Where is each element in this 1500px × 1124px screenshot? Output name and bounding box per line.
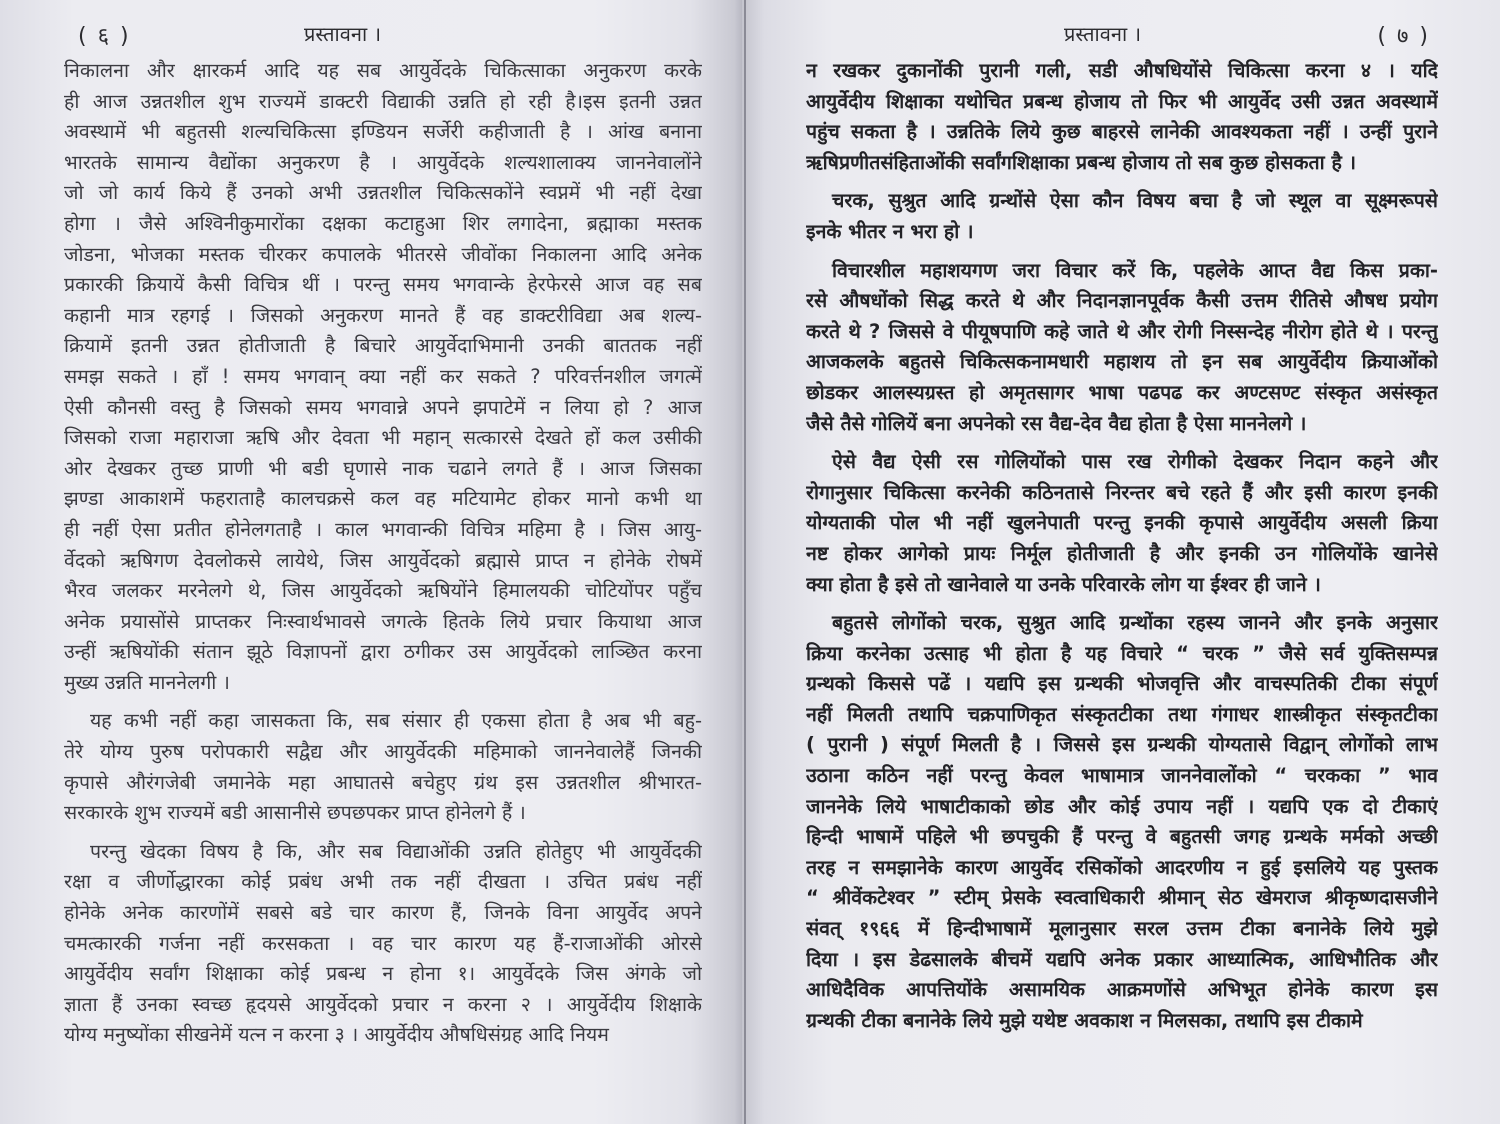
text-line: ही नहीं ऐसा प्रतीत होनेलगताहै । काल भगवान्की विचित्र महिमा है । जिस आयु- bbox=[64, 517, 702, 541]
paragraph-gap bbox=[64, 829, 702, 837]
paragraph bbox=[806, 56, 1438, 178]
text-line: तेरे योग्य पुरुष परोपकारी सद्वैद्य और आयुर्वेदकी महिमाको जाननेवालेहैं जिनकी bbox=[64, 740, 702, 764]
text-line: समझ सकते । हाँ ! समय भगवान् क्या नहीं कर सकते ? परिवर्त्तनशील जगत्में bbox=[64, 364, 702, 388]
text-line: जोडना, भोजका मस्तक चीरकर कपालके भीतरसे जीवोंका निकालना आदि अनेक bbox=[64, 242, 702, 266]
left-page bbox=[0, 0, 742, 1124]
text-line: जिसको राजा महाराजा ऋषि और देवता भी महान् सत्कारसे देखते हों कल उसीकी bbox=[64, 426, 702, 450]
text-line: इनके भीतर न भरा हो । bbox=[806, 219, 974, 243]
text-line: चमत्कारकी गर्जना नहीं करसकता । वह चार कारण यह हैं-राजाओंकी ओरसे bbox=[64, 931, 702, 955]
text-line: परन्तु खेदका विषय है कि, और सब विद्याओंकी उन्नति होतेहुए भी आयुर्वेदकी bbox=[90, 839, 702, 863]
text-line: उठाना कठिन नहीं परन्तु केवल भाषामात्र जाननेवालोंको “ चरकका ” भाव bbox=[806, 764, 1438, 788]
text-line: आयुर्वेदीय सर्वांग शिक्षाका कोई प्रबन्ध न होना १। आयुर्वेदके जिस अंगके जो bbox=[64, 962, 702, 986]
paragraph-gap bbox=[806, 439, 1438, 447]
right-body bbox=[806, 56, 1438, 1036]
text-line: भैरव जलकर मरनेलगे थे, जिस आयुर्वेदको ऋषियोंने हिमालयकी चोटियोंपर पहुँच bbox=[64, 579, 702, 603]
text-line: बहुतसे लोगोंको चरक, सुश्रुत आदि ग्रन्थोंका रहस्य जानने और इनके अनुसार bbox=[832, 611, 1438, 635]
text-line: संवत् १९६६ में हिन्दीभाषामें मूलानुसार सरल उत्तम टीका बनानेके लिये मुझे bbox=[806, 917, 1438, 941]
book-gutter bbox=[744, 0, 746, 1124]
text-line: प्रकारकी क्रियायें कैसी विचित्र थीं । परन्तु समय भगवान्के हेरफेरसे आज वह सब bbox=[64, 273, 702, 297]
text-line: जैसे तैसे गोलियें बना अपनेको रस वैद्य-देव वैद्य होता है ऐसा माननेलगे । bbox=[806, 411, 1307, 435]
text-line: आजकलके बहुतसे चिकित्सकनामधारी महाशय तो इन सब आयुर्वेदीय क्रियाओंको bbox=[806, 350, 1438, 374]
paragraph bbox=[64, 56, 702, 698]
paragraph bbox=[64, 837, 702, 1051]
text-line: ग्रन्थको किससे पढें । यद्यपि इस ग्रन्थकी भोजवृत्ति और वाचस्पतिकी टीका संपूर्ण bbox=[806, 672, 1438, 696]
text-line: यह कभी नहीं कहा जासकता कि, सब संसार ही एकसा होता है अब भी बहु- bbox=[90, 709, 702, 733]
right-page-number: ( ७ ) bbox=[1377, 24, 1430, 49]
left-running-head bbox=[64, 20, 702, 56]
text-line: क्रिया करनेका उत्साह भी होता है यह विचारे “ चरक ” जैसे सर्व युक्तिसम्पन्न bbox=[806, 641, 1438, 665]
paragraph-gap bbox=[806, 178, 1438, 186]
text-line: ऐसी कौनसी वस्तु है जिसको समय भगवान्ने अपने झपाटेमें न लिया हो ? आज bbox=[64, 395, 702, 419]
text-line: योग्य मनुष्योंका सीखनेमें यत्न न करना ३ । आयुर्वेदीय औषधिसंग्रह आदि नियम bbox=[64, 1023, 609, 1047]
text-line: ज्ञाता हैं उनका स्वच्छ हृदयसे आयुर्वेदको प्रचार न करना २ । आयुर्वेदीय शिक्षाके bbox=[64, 992, 702, 1016]
text-line: ओर देखकर तुच्छ प्राणी भी बडी घृणासे नाक चढाने लगते हैं । आज जिसका bbox=[64, 456, 702, 480]
paragraph-gap bbox=[64, 698, 702, 706]
text-line: ग्रन्थकी टीका बनानेके लिये मुझे यथेष्ट अवकाश न मिलसका, तथापि इस टीकामे bbox=[806, 1008, 1363, 1032]
left-body bbox=[64, 56, 702, 1051]
text-line: ऋषिप्रणीतसंहिताओंकी सर्वांगशिक्षाका प्रबन्ध होजाय तो सब कुछ होसकता है । bbox=[806, 150, 1357, 174]
paragraph bbox=[806, 186, 1438, 247]
text-line: हिन्दी भाषामें पहिले भी छपचुकी हैं परन्तु वे बहुतसी जगह ग्रन्थके मर्मको अच्छी bbox=[806, 825, 1438, 849]
text-line: रोगानुसार चिकित्सा करनेकी कठिनतासे निरन्तर बचे रहते हैं और इसी कारण इनकी bbox=[806, 480, 1438, 504]
text-line: तरह न समझानेके कारण आयुर्वेद रसिकोंको आदरणीय न हुई इसलिये यह पुस्तक bbox=[806, 855, 1438, 879]
text-line: “ श्रीवेंकटेश्वर ” स्टीम् प्रेसके स्वत्वाधिकारी श्रीमान् सेठ खेमराज श्रीकृष्णदासजीने bbox=[806, 886, 1438, 910]
text-line: कृपासे औरंगजेबी जमानेके महा आघातसे बचेहुए ग्रंथ इस उन्नतशील श्रीभारत- bbox=[64, 770, 702, 794]
left-running-title: प्रस्तावना । bbox=[304, 22, 382, 46]
text-line: क्या होता है इसे तो खानेवाले या उनके परिवारके लोग या ईश्वर ही जाने । bbox=[806, 572, 1321, 596]
right-running-title: प्रस्तावना । bbox=[1064, 22, 1142, 46]
text-line: ही आज उन्नतशील शुभ राज्यमें डाक्टरी विद्याकी उन्नति हो रही है।इस इतनी उन्नत bbox=[64, 89, 702, 113]
paragraph bbox=[806, 608, 1438, 1036]
text-line: योग्यताकी पोल भी नहीं खुलनेपाती परन्तु इनकी कृपासे आयुर्वेदीय असली क्रिया bbox=[806, 511, 1438, 535]
text-line: नहीं मिलती तथापि चक्रपाणिकृत संस्कृतटीका तथा गंगाधर शास्त्रीकृत संस्कृतटीका bbox=[806, 702, 1438, 726]
text-line: विचारशील महाशयगण जरा विचार करें कि, पहलेके आप्त वैद्य किस प्रका- bbox=[832, 258, 1438, 282]
text-line: न रखकर दुकानोंकी पुरानी गली, सडी औषधियोंसे चिकित्सा करना ४ । यदि bbox=[806, 59, 1438, 82]
right-running-head bbox=[806, 20, 1438, 56]
left-page-number: ( ६ ) bbox=[78, 24, 131, 49]
text-line: ऐसे वैद्य ऐसी रस गोलियोंको पास रख रोगीको देखकर निदान कहने और bbox=[832, 450, 1438, 474]
paragraph bbox=[64, 706, 702, 828]
text-line: होनेके अनेक कारणोंमें सबसे बडे चार कारण हैं, जिनके विना आयुर्वेद अपने bbox=[64, 901, 702, 925]
text-line: होगा । जैसे अश्विनीकुमारोंका दक्षका कटाहुआ शिर लगादेना, ब्रह्माका मस्तक bbox=[64, 211, 702, 235]
right-page bbox=[742, 0, 1500, 1124]
text-line: कहानी मात्र रहगई । जिसको अनुकरण मानते हैं वह डाक्टरीविद्या अब शल्य- bbox=[64, 303, 702, 327]
paragraph-gap bbox=[806, 248, 1438, 256]
text-line: जाननेके लिये भाषाटीकाको छोड और कोई उपाय नहीं । यद्यपि एक दो टीकाएं bbox=[806, 794, 1438, 818]
paragraph-gap bbox=[806, 600, 1438, 608]
text-line: चरक, सुश्रुत आदि ग्रन्थोंसे ऐसा कौन विषय बचा है जो स्थूल वा सूक्ष्मरूपसे bbox=[832, 189, 1438, 213]
text-line: दिया । इस डेढसालके बीचमें यद्यपि अनेक प्रकार आध्यात्मिक, आधिभौतिक और bbox=[806, 947, 1438, 971]
text-line: सरकारके शुभ राज्यमें बडी आसानीसे छपछपकर प्राप्त होनेलगे हैं । bbox=[64, 801, 526, 825]
text-line: आधिदैविक आपत्तियोंके असामयिक आक्रमणोंसे अभिभूत होनेके कारण इस bbox=[806, 978, 1438, 1002]
text-line: अवस्थामें भी बहुतसी शल्यचिकित्सा इण्डियन सर्जेरी कहीजाती है । आंख बनाना bbox=[64, 120, 702, 144]
text-line: ( पुरानी ) संपूर्ण मिलती है । जिससे इस ग्रन्थकी योग्यतासे विद्वान् लोगोंको लाभ bbox=[806, 733, 1438, 757]
text-line: नष्ट होकर आगेको प्रायः निर्मूल होतीजाती है और इनकी उन गोलियोंके खानेसे bbox=[806, 541, 1438, 565]
text-line: र्वेदको ऋषिगण देवलोकसे लायेथे, जिस आयुर्वेदको ब्रह्मासे प्राप्त न होनेके रोषमें bbox=[64, 548, 702, 572]
paragraph bbox=[806, 447, 1438, 600]
text-line: निकालना और क्षारकर्म आदि यह सब आयुर्वेदके चिकित्साका अनुकरण करके bbox=[64, 59, 702, 82]
text-line: अनेक प्रयासोंसे प्राप्तकर निःस्वार्थभावसे जगत्के हितके लिये प्रचार कियाथा आज bbox=[64, 609, 702, 633]
paragraph bbox=[806, 256, 1438, 440]
text-line: भारतके सामान्य वैद्योंका अनुकरण है । आयुर्वेदके शल्यशालाक्य जाननेवालोंने bbox=[64, 150, 702, 174]
text-line: मुख्य उन्नति माननेलगी । bbox=[64, 670, 230, 694]
text-line: आयुर्वेदीय शिक्षाका यथोचित प्रबन्ध होजाय तो फिर भी आयुर्वेद उसी उन्नत अवस्थामें bbox=[806, 89, 1438, 113]
text-line: छोडकर आलस्यग्रस्त हो अमृतसागर भाषा पढपढ कर अण्टसण्ट संस्कृत असंस्कृत bbox=[806, 380, 1438, 404]
text-line: रक्षा व जीर्णोद्धारका कोई प्रबंध अभी तक नहीं दीखता । उचित प्रबंध नहीं bbox=[64, 870, 702, 894]
text-line: क्रियामें इतनी उन्नत होतीजाती है बिचारे आयुर्वेदाभिमानी उनकी बाततक नहीं bbox=[64, 334, 702, 358]
text-line: करते थे ? जिससे वे पीयूषपाणि कहे जाते थे और रोगी निस्सन्देह नीरोग होते थे । परन्तु bbox=[806, 319, 1438, 343]
text-line: रसे औषधोंको सिद्ध करते थे और निदानज्ञानपूर्वक कैसी उत्तम रीतिसे औषध प्रयोग bbox=[806, 289, 1438, 313]
text-line: पहुंच सकता है । उन्नतिके लिये कुछ बाहरसे लानेकी आवश्यकता नहीं । उन्हीं पुराने bbox=[806, 120, 1438, 144]
text-line: जो जो कार्य किये हैं उनको अभी उन्नतशील चिकित्सकोंने स्वप्नमें भी नहीं देखा bbox=[64, 181, 702, 205]
text-line: झण्डा आकाशमें फहराताहै कालचक्रसे कल वह मटियामेट होकर मानो कभी था bbox=[64, 487, 702, 511]
text-line: उन्हीं ऋषियोंकी संतान झूठे विज्ञापनों द्वारा ठगीकर उस आयुर्वेदको लाञ्छित करना bbox=[64, 640, 702, 664]
